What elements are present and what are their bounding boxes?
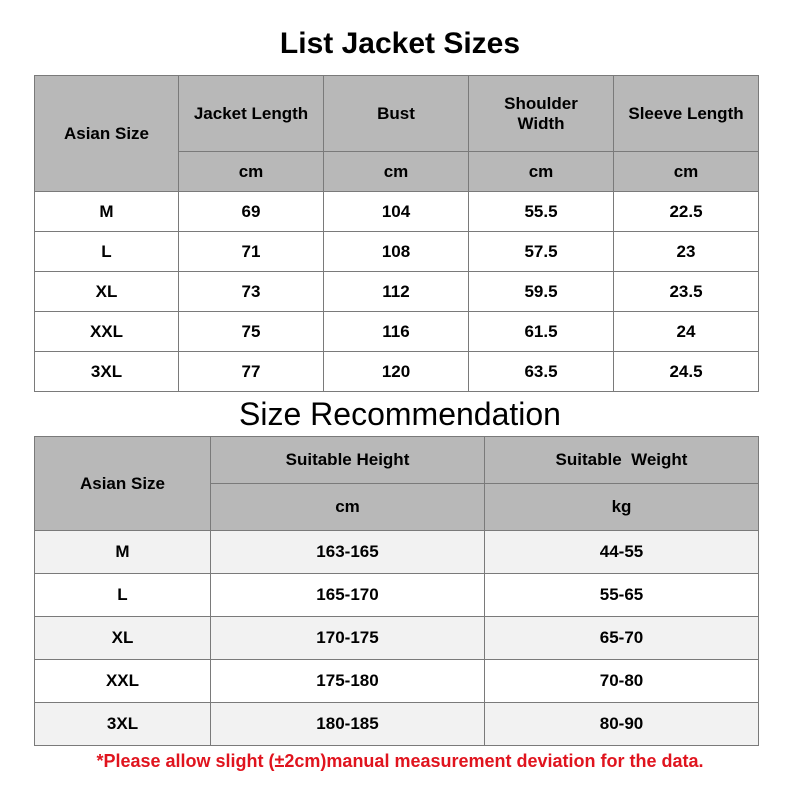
unit-cell: cm [211, 484, 485, 531]
size-cell: 3XL [35, 352, 179, 392]
header-sleeve-length: Sleeve Length [614, 76, 759, 152]
size-cell: M [35, 192, 179, 232]
size-cell: M [35, 531, 211, 574]
table-row [35, 232, 759, 272]
value-cell: 55.5 [469, 192, 614, 232]
size-cell: L [35, 232, 179, 272]
value-cell: 61.5 [469, 312, 614, 352]
value-cell: 44-55 [485, 531, 759, 574]
table-row [35, 192, 759, 232]
value-cell: 59.5 [469, 272, 614, 312]
header-jacket-length: Jacket Length [179, 76, 324, 152]
value-cell: 24.5 [614, 352, 759, 392]
table-row [35, 660, 759, 703]
value-cell: 63.5 [469, 352, 614, 392]
header-suitable-height: Suitable Height [211, 437, 485, 484]
value-cell: 57.5 [469, 232, 614, 272]
value-cell: 65-70 [485, 617, 759, 660]
jacket-sizes-table [34, 75, 759, 392]
value-cell: 116 [324, 312, 469, 352]
value-cell: 180-185 [211, 703, 485, 746]
value-cell: 80-90 [485, 703, 759, 746]
value-cell: 77 [179, 352, 324, 392]
table-row [35, 531, 759, 574]
value-cell: 69 [179, 192, 324, 232]
header-shoulder-width: Shoulder Width [469, 76, 614, 152]
value-cell: 73 [179, 272, 324, 312]
value-cell: 71 [179, 232, 324, 272]
table-row [35, 352, 759, 392]
size-cell: XL [35, 272, 179, 312]
jacket-header-row [35, 76, 759, 152]
size-recommendation-title: Size Recommendation [239, 396, 561, 432]
header-asian-size: Asian Size [35, 437, 211, 531]
unit-cell: cm [179, 152, 324, 192]
value-cell: 120 [324, 352, 469, 392]
size-cell: XXL [35, 660, 211, 703]
value-cell: 23 [614, 232, 759, 272]
value-cell: 70-80 [485, 660, 759, 703]
table-row [35, 272, 759, 312]
unit-cell: cm [324, 152, 469, 192]
recommendation-header-row [35, 437, 759, 484]
header-bust: Bust [324, 76, 469, 152]
measurement-deviation-note: *Please allow slight (±2cm)manual measurement deviation for the data. [96, 751, 704, 771]
table-row [35, 617, 759, 660]
table-row [35, 703, 759, 746]
value-cell: 112 [324, 272, 469, 312]
table-row [35, 312, 759, 352]
size-recommendation-table [34, 436, 759, 746]
size-cell: L [35, 574, 211, 617]
value-cell: 55-65 [485, 574, 759, 617]
table-row [35, 574, 759, 617]
value-cell: 170-175 [211, 617, 485, 660]
value-cell: 104 [324, 192, 469, 232]
size-cell: XL [35, 617, 211, 660]
unit-cell: kg [485, 484, 759, 531]
size-cell: XXL [35, 312, 179, 352]
jacket-sizes-title: List Jacket Sizes [279, 27, 521, 60]
size-cell: 3XL [35, 703, 211, 746]
header-suitable-weight: Suitable Weight [485, 437, 759, 484]
unit-cell: cm [614, 152, 759, 192]
value-cell: 23.5 [614, 272, 759, 312]
value-cell: 108 [324, 232, 469, 272]
value-cell: 163-165 [211, 531, 485, 574]
unit-cell: cm [469, 152, 614, 192]
value-cell: 175-180 [211, 660, 485, 703]
value-cell: 75 [179, 312, 324, 352]
value-cell: 24 [614, 312, 759, 352]
header-asian-size: Asian Size [35, 76, 179, 192]
value-cell: 22.5 [614, 192, 759, 232]
value-cell: 165-170 [211, 574, 485, 617]
